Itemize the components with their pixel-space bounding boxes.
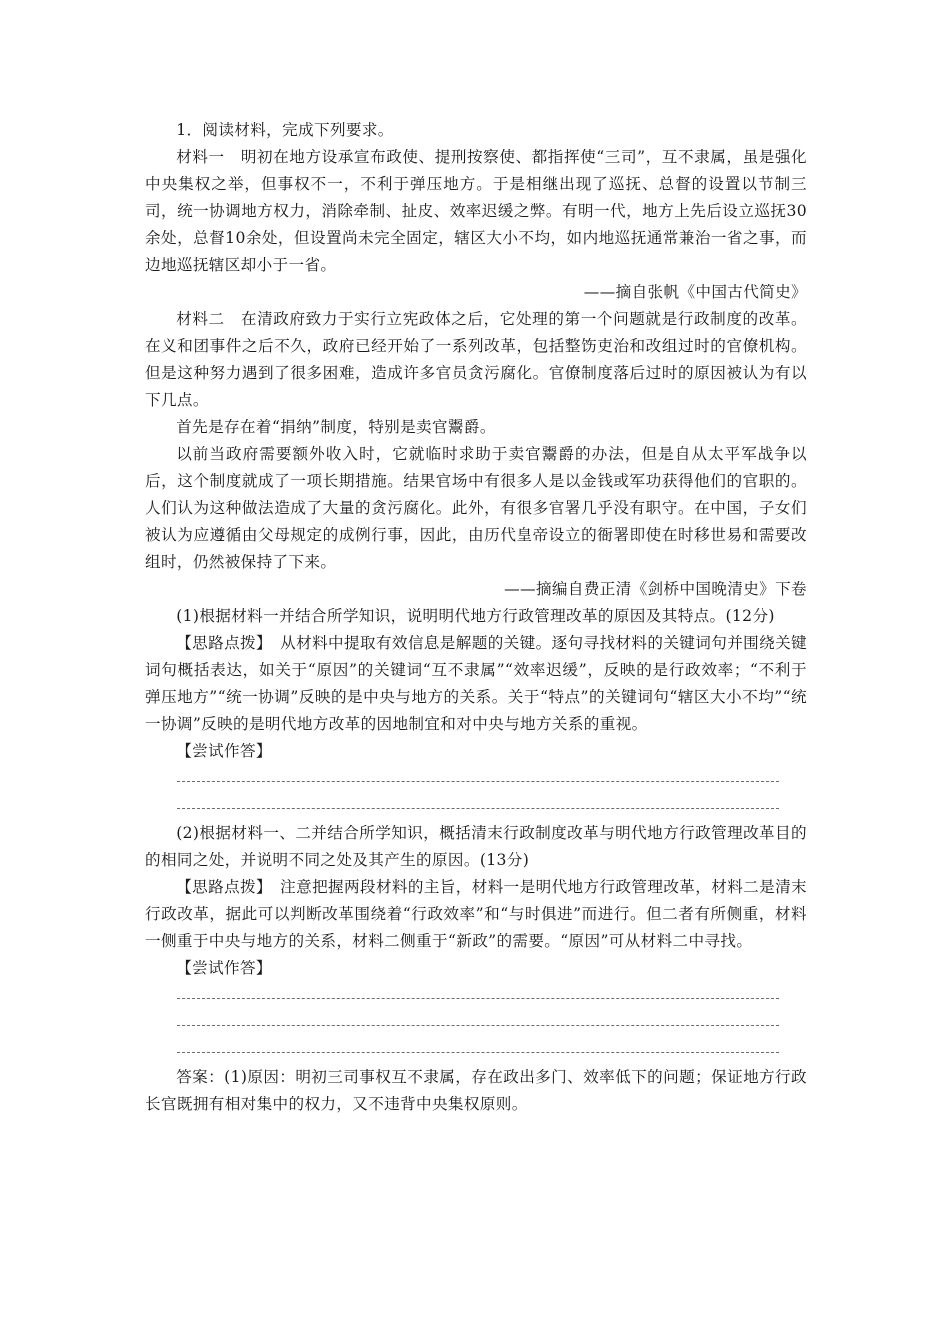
material-one-text: 材料一 明初在地方设承宣布政使、提刑按察使、都指挥使“三司”，互不隶属，虽是强化中央集权之举，但事权不一，不利于弹压地方。于是相继出现了巡抚、总督的设置以节制三司，统一协调地方权力，消除牵制、扯皮、效率迟缓之弊。有明一代，地方上先后设立巡抚30余处，总督10余处，但设置尚未完全固定，辖区大小不均，如内地巡抚通常兼治一省之事，而边地巡抚辖区却小于一省。 — [145, 148, 807, 274]
material-two-paragraph-2: 首先是存在着“捐纳”制度，特别是卖官鬻爵。 — [176, 418, 496, 436]
question-1-try-label: 【尝试作答】 — [176, 742, 272, 760]
question-2-prompt: (2)根据材料一、二并结合所学知识，概括清末行政制度改革与明代地方行政管理改革目的的相同之处，并说明不同之处及其产生的原因。(13分) — [145, 824, 807, 869]
question-2-hint: 【思路点拨】 注意把握两段材料的主旨，材料一是明代地方行政管理改革，材料二是清末行政改革，据此可以判断改革围绕着“行政效率”和“与时俱进”而进行。但二者有所侧重，材料一侧重于中央与地方的关系，材料二侧重于“新政”的需要。“原因”可从材料二中寻找。 — [145, 878, 807, 950]
answer-text: 答案：(1)原因：明初三司事权互不隶属，存在政出多门、效率低下的问题；保证地方行政长官既拥有相对集中的权力，又不违背中央集权原则。 — [145, 1068, 807, 1113]
answer-line — [177, 998, 779, 999]
question-1-answer-area[interactable] — [145, 765, 807, 820]
question-2-answer-area[interactable] — [145, 982, 807, 1064]
answer-line — [177, 1025, 779, 1026]
material-two-source: ——摘编自费正清《剑桥中国晚清史》下卷 — [504, 580, 807, 598]
material-two-paragraph-1: 材料二 在清政府致力于实行立宪政体之后，它处理的第一个问题就是行政制度的改革。在义和团事件之后不久，政府已经开始了一系列改革，包括整饬吏治和改组过时的官僚机构。但是这种努力遇到了很多困难，造成许多官员贪污腐化。官僚制度落后过时的原因被认为有以下几点。 — [145, 310, 807, 409]
question-1-hint: 【思路点拨】 从材料中提取有效信息是解题的关键。逐句寻找材料的关键词句并围绕关键词句概括表达，如关于“原因”的关键词“互不隶属”“效率迟缓”，反映的是行政效率；“不利于弹压地方”“统一协调”反映的是中央与地方的关系。关于“特点”的关键词句“辖区大小不均”“统一协调”反映的是明代地方改革的因地制宜和对中央与地方关系的重视。 — [145, 634, 807, 733]
question-1-prompt: (1)根据材料一并结合所学知识，说明明代地方行政管理改革的原因及其特点。(12分) — [176, 607, 775, 625]
question-intro: 1．阅读材料，完成下列要求。 — [176, 121, 394, 139]
document-page — [145, 117, 807, 1118]
answer-line — [177, 781, 779, 782]
material-one-source: ——摘自张帆《中国古代简史》 — [583, 283, 807, 301]
material-two-paragraph-3: 以前当政府需要额外收入时，它就临时求助于卖官鬻爵的办法，但是自从太平军战争以后，这个制度就成了一项长期措施。结果官场中有很多人是以金钱或军功获得他们的官职的。人们认为这种做法造成了大量的贪污腐化。此外，有很多官署几乎没有职守。在中国，子女们被认为应遵循由父母规定的成例行事，因此，由历代皇帝设立的衙署即使在时移世易和需要改组时，仍然被保持了下来。 — [145, 445, 807, 571]
question-2-try-label: 【尝试作答】 — [176, 959, 272, 977]
